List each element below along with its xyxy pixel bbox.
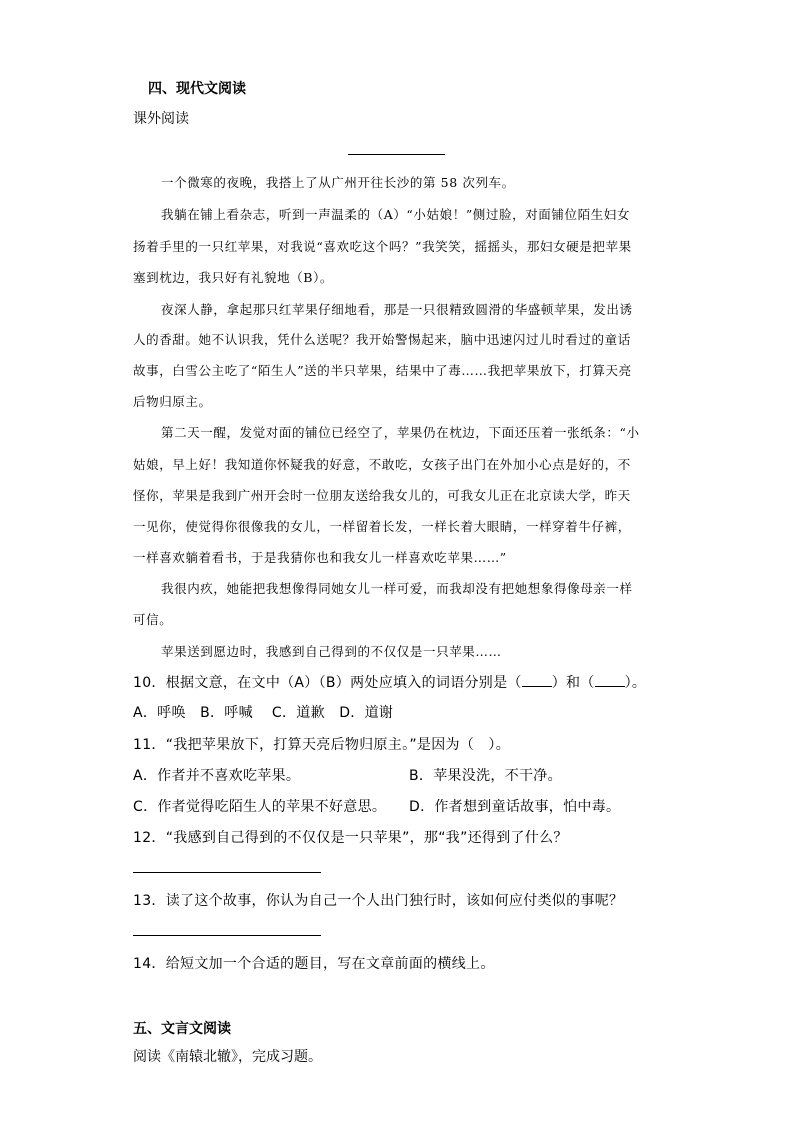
passage-line: 故事，白雪公主吃了“陌生人”送的半只苹果，结果中了毒……我把苹果放下，打算天亮: [133, 363, 632, 378]
section-four-subheading: 课外阅读: [133, 111, 189, 127]
question-11: 11．“我把苹果放下，打算天亮后物归原主。”是因为（ ）。: [133, 737, 511, 753]
question-11-option-c[interactable]: C．作者觉得吃陌生人的苹果不好意思。: [133, 799, 387, 815]
answer-line-13[interactable]: [133, 935, 321, 936]
answer-line-12[interactable]: [133, 872, 321, 873]
question-10-mid: ）和（: [551, 675, 595, 691]
passage-line: 第二天一醒，发觉对面的铺位已经空了，苹果仍在枕边，下面还压着一张纸条：“小: [161, 425, 640, 440]
question-10-prefix: 10．根据文意，在文中（A）（B）两处应填入的词语分别是（: [133, 675, 522, 691]
passage-line: 一样喜欢躺着看书，于是我猜你也和我女儿一样喜欢吃苹果……”: [133, 550, 507, 565]
passage-line: 后物归原主。: [133, 394, 212, 409]
passage-line: 一见你，使觉得你很像我的女儿，一样留着长发，一样长着大眼睛，一样穿着牛仔裤，: [133, 519, 631, 534]
passage-line: 我很内疚，她能把我想像得同她女儿一样可爱，而我却没有把她想象得像母亲一样: [161, 581, 633, 596]
passage-line: 可信。: [133, 612, 173, 627]
passage-line: 姑娘，早上好！我知道你怀疑我的好意，不敢吃，女孩子出门在外加小心点是好的，不: [133, 457, 631, 472]
section-five-instruction: 阅读《南辕北辙》，完成习题。: [133, 1049, 322, 1065]
section-five-heading: 五、文言文阅读: [133, 1021, 231, 1037]
passage-line: 塞到枕边，我只好有礼貌地（B）。: [133, 270, 334, 285]
passage-line: 一个微寒的夜晚，我搭上了从广州开往长沙的第 58 次列车。: [161, 175, 515, 190]
question-13: 13．读了这个故事，你认为自己一个人出门独行时，该如何应付类似的事呢？: [133, 893, 624, 909]
question-11-option-a[interactable]: A．作者并不喜欢吃苹果。: [133, 768, 301, 784]
passage-line: 我躺在铺上看杂志，听到一声温柔的（A）“小姑娘！”侧过脸，对面铺位陌生妇女: [161, 207, 631, 222]
passage-line: 人的香甜。她不认识我，凭什么送呢？我开始警惕起来，脑中迅速闪过儿时看过的童话: [133, 332, 631, 347]
answer-blank-a[interactable]: [522, 674, 552, 687]
question-10: [133, 672, 646, 692]
section-four-heading: 四、现代文阅读: [148, 81, 246, 97]
passage-line: 扬着手里的一只红苹果，对我说“喜欢吃这个吗？”我笑笑，摇摇头，那妇女硬是把苹果: [133, 239, 632, 254]
passage-line: 夜深人静，拿起那只红苹果仔细地看，那是一只很精致圆滑的华盛顿苹果，发出诱: [161, 302, 633, 317]
title-blank-line[interactable]: [348, 154, 445, 155]
passage-line: 怪你，苹果是我到广州开会时一位朋友送给我女儿的，可我女儿正在北京读大学，昨天: [133, 488, 631, 503]
answer-blank-b[interactable]: [595, 674, 625, 687]
question-10-suffix: ）。: [624, 675, 647, 691]
question-11-option-d[interactable]: D．作者想到童话故事，怕中毒。: [409, 799, 621, 815]
question-11-option-b[interactable]: B．苹果没洗，不干净。: [409, 768, 562, 784]
question-14: 14．给短文加一个合适的题目，写在文章前面的横线上。: [133, 956, 495, 972]
question-10-options: A．呼唤 B．呼喊 C．道歉 D．道谢: [133, 705, 394, 721]
passage-line: 苹果送到愿边时，我感到自己得到的不仅仅是一只苹果……: [161, 644, 502, 659]
question-12: 12．“我感到自己得到的不仅仅是一只苹果”，那“我”还得到了什么？: [133, 830, 568, 846]
